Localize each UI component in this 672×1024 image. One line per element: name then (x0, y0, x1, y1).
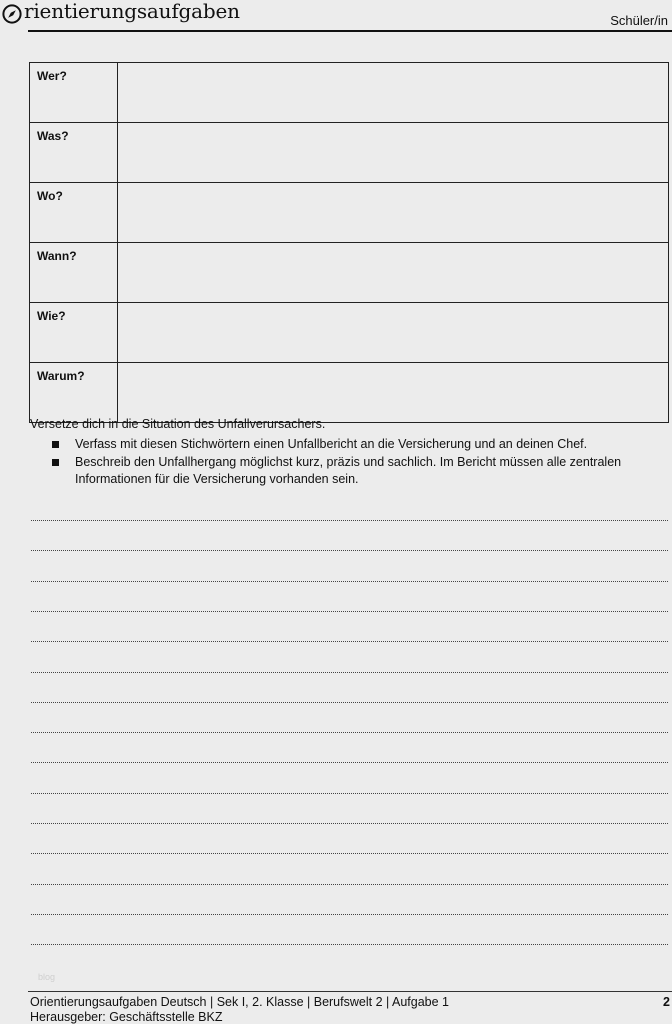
footer-course-info: Orientierungsaufgaben Deutsch | Sek I, 2. Klasse | Berufswelt 2 | Aufgabe 1 (30, 995, 450, 1009)
question-label: Wie? (30, 303, 118, 363)
compass-logo-icon (2, 4, 22, 24)
footer-publisher: Herausgeber: Geschäftsstelle BKZ (30, 1010, 223, 1024)
writing-line[interactable] (31, 914, 668, 915)
writing-line[interactable] (31, 732, 668, 733)
writing-line[interactable] (31, 793, 668, 794)
page-title: rientierungsaufgaben (24, 0, 240, 23)
writing-area[interactable] (31, 0, 668, 1024)
writing-line[interactable] (31, 853, 668, 854)
watermark: blog (38, 972, 56, 982)
writing-line[interactable] (31, 702, 668, 703)
footer-rule (28, 991, 672, 992)
student-label: Schüler/in (610, 13, 668, 28)
writing-line[interactable] (31, 884, 668, 885)
writing-line[interactable] (31, 672, 668, 673)
writing-line[interactable] (31, 641, 668, 642)
question-label: Wann? (30, 243, 118, 303)
instruction-text: Verfass mit diesen Stichwörtern einen Unfallbericht an die Versicherung und an deinen Chef. (75, 437, 588, 451)
question-label: Warum? (30, 363, 118, 423)
writing-line[interactable] (31, 762, 668, 763)
question-label: Was? (30, 123, 118, 183)
instruction-intro: Versetze dich in die Situation des Unfallverursachers. (30, 417, 326, 431)
writing-line[interactable] (31, 944, 668, 945)
instruction-text: Beschreib den Unfallhergang möglichst kurz, präzis und sachlich. Im Bericht müssen alle zentralen Informationen für die Versicherung vorhanden sein. (75, 455, 622, 486)
writing-line[interactable] (31, 581, 668, 582)
question-label: Wer? (30, 63, 118, 123)
page-number: 2 (663, 995, 670, 1009)
writing-line[interactable] (31, 611, 668, 612)
writing-line[interactable] (31, 550, 668, 551)
writing-line[interactable] (31, 520, 668, 521)
question-label: Wo? (30, 183, 118, 243)
writing-line[interactable] (31, 823, 668, 824)
